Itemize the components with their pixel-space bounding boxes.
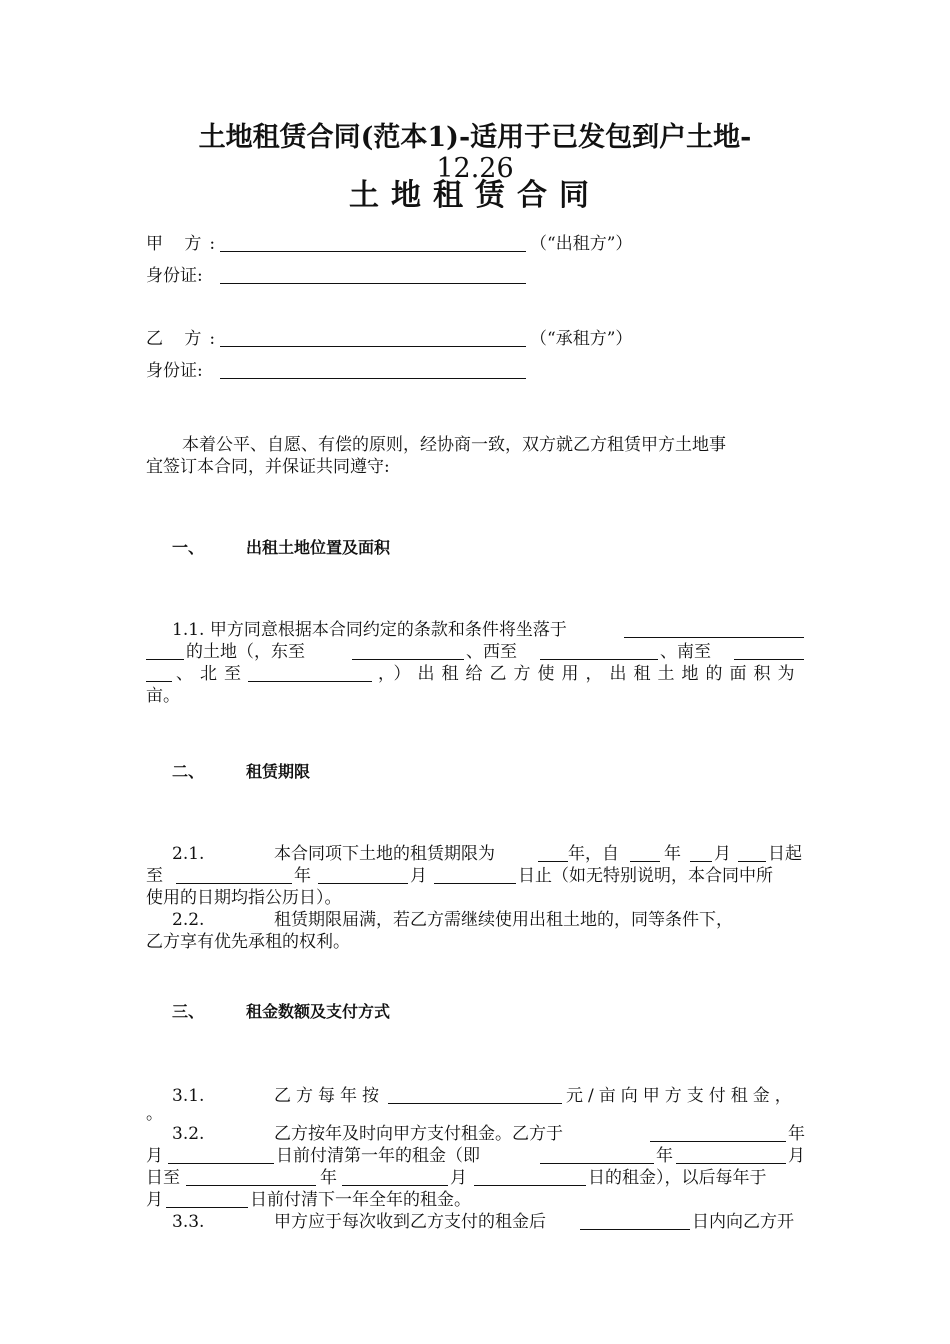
section-3-title: 租金数额及支付方式 [246,1002,391,1021]
clause-2-2-number: 2.2. [172,910,205,930]
party-a-blank [220,251,526,252]
clause-3-2-period-month-blank [676,1163,786,1164]
clause-1-1-south-blank [734,659,804,660]
clause-3-2-end-month-blank [474,1185,586,1186]
party-a-role: （“出租方”） [530,234,633,254]
party-b-id-label: 身份证: [146,361,203,381]
section-2-number: 二、 [172,762,205,781]
clause-2-2-text-b: 乙方享有优先承租的权利。 [146,932,350,952]
clause-1-1-location-blank-cont [146,659,184,660]
clause-2-1-text-f: 至 [146,866,163,886]
clause-3-1-text-b: 元/亩向甲方支付租金， [566,1086,797,1106]
clause-1-1-location-blank [624,637,804,638]
clause-3-2-period-year-blank [540,1163,654,1164]
clause-3-2-first-month-blank [168,1163,274,1164]
document-title-date: 12.26 [436,153,514,184]
clause-3-1-number: 3.1. [172,1086,205,1106]
clause-1-1-south-blank-cont [146,681,172,682]
clause-3-2-end-year-blank [342,1185,448,1186]
clause-2-1-text-h: 月 [410,866,427,886]
clause-2-1-text-j: 使用的日期均指公历日）。 [146,888,342,908]
clause-1-1-east-blank [352,659,464,660]
clause-2-1-text-i: 日止（如无特别说明，本合同中所 [518,866,773,886]
clause-3-2-text-d: 日前付清第一年的租金（即 [276,1146,480,1166]
clause-2-1-text-e: 日起 [768,844,802,864]
clause-3-3-number: 3.3. [172,1212,205,1232]
party-a-id-label: 身份证: [146,266,203,286]
section-1-number: 一、 [172,538,205,557]
clause-1-1-text-b: 的土地（，东至 [186,642,305,662]
party-b-label: 乙 方: [146,329,224,349]
clause-2-1-text-a: 本合同项下土地的租赁期限为 [274,844,495,864]
clause-3-1-text-c: 。 [146,1104,163,1124]
section-1-title: 出租土地位置及面积 [246,538,391,557]
clause-3-2-text-h: 年 [320,1168,337,1188]
clause-3-2-text-e: 年 [656,1146,673,1166]
section-2-title: 租赁期限 [246,762,311,781]
preamble-line-2: 宜签订本合同，并保证共同遵守: [146,457,390,477]
clause-2-2-text-a: 租赁期限届满，若乙方需继续使用出租土地的，同等条件下， [274,910,733,930]
clause-3-2-text-g: 日至 [146,1168,180,1188]
party-a-id-blank [220,283,526,284]
clause-2-1-start-year-blank [630,861,660,862]
clause-2-1-start-month-blank [690,861,712,862]
clause-2-1-text-c: 年 [664,844,681,864]
clause-2-1-text-b: 年，自 [568,844,619,864]
clause-3-2-number: 3.2. [172,1124,205,1144]
clause-1-1-text-g: 亩。 [146,686,180,706]
clause-2-1-text-d: 月 [714,844,731,864]
clause-3-1-rent-blank [388,1103,562,1104]
clause-1-1-text-a: 1.1. 甲方同意根据本合同约定的条款和条件将坐落于 [172,620,567,640]
clause-3-2-text-b: 年 [788,1124,805,1144]
party-b-role: （“承租方”） [530,329,633,349]
clause-3-2-text-l: 日前付清下一年全年的租金。 [250,1190,471,1210]
document-title: 土地租赁合同(范本1)-适用于已发包到户土地- [198,122,752,153]
clause-3-2-text-j: 日的租金），以后每年于 [588,1168,767,1188]
clause-3-1-text-a: 乙方每年按 [274,1086,384,1106]
clause-2-1-end-day-blank [434,883,516,884]
clause-1-1-text-e: 、北至 [176,664,248,684]
clause-1-1-text-c: 、西至 [466,642,517,662]
party-a-label: 甲 方: [146,234,224,254]
clause-3-2-annual-month-blank [166,1207,248,1208]
clause-2-1-years-blank [538,861,568,862]
party-b-blank [220,346,526,347]
clause-1-1-north-blank [248,681,372,682]
party-b-id-blank [220,378,526,379]
clause-3-2-text-a: 乙方按年及时向甲方支付租金。乙方于 [274,1124,563,1144]
clause-3-2-text-c: 月 [146,1146,163,1166]
clause-3-2-text-f: 月 [788,1146,805,1166]
clause-2-1-text-g: 年 [294,866,311,886]
preamble-line-1: 本着公平、自愿、有偿的原则，经协商一致，双方就乙方租赁甲方土地事 [182,435,726,455]
clause-2-1-number: 2.1. [172,844,205,864]
clause-3-2-first-year-blank [650,1141,786,1142]
contract-heading: 土地租赁合同 [349,178,601,213]
clause-3-2-period-day-blank [186,1185,316,1186]
section-3-number: 三、 [172,1002,205,1021]
clause-3-3-text-a: 甲方应于每次收到乙方支付的租金后 [274,1212,546,1232]
clause-1-1-text-d: 、南至 [660,642,711,662]
clause-2-1-end-year-blank [176,883,292,884]
clause-2-1-start-day-blank [738,861,766,862]
clause-2-1-end-month-blank [318,883,408,884]
clause-3-2-text-i: 月 [450,1168,467,1188]
clause-3-3-text-b: 日内向乙方开 [692,1212,794,1232]
clause-3-2-text-k: 月 [146,1190,163,1210]
clause-1-1-text-f: ，）出租给乙方使用，出租土地的面积为 [378,664,802,684]
clause-3-3-days-blank [580,1229,690,1230]
clause-1-1-west-blank [540,659,658,660]
